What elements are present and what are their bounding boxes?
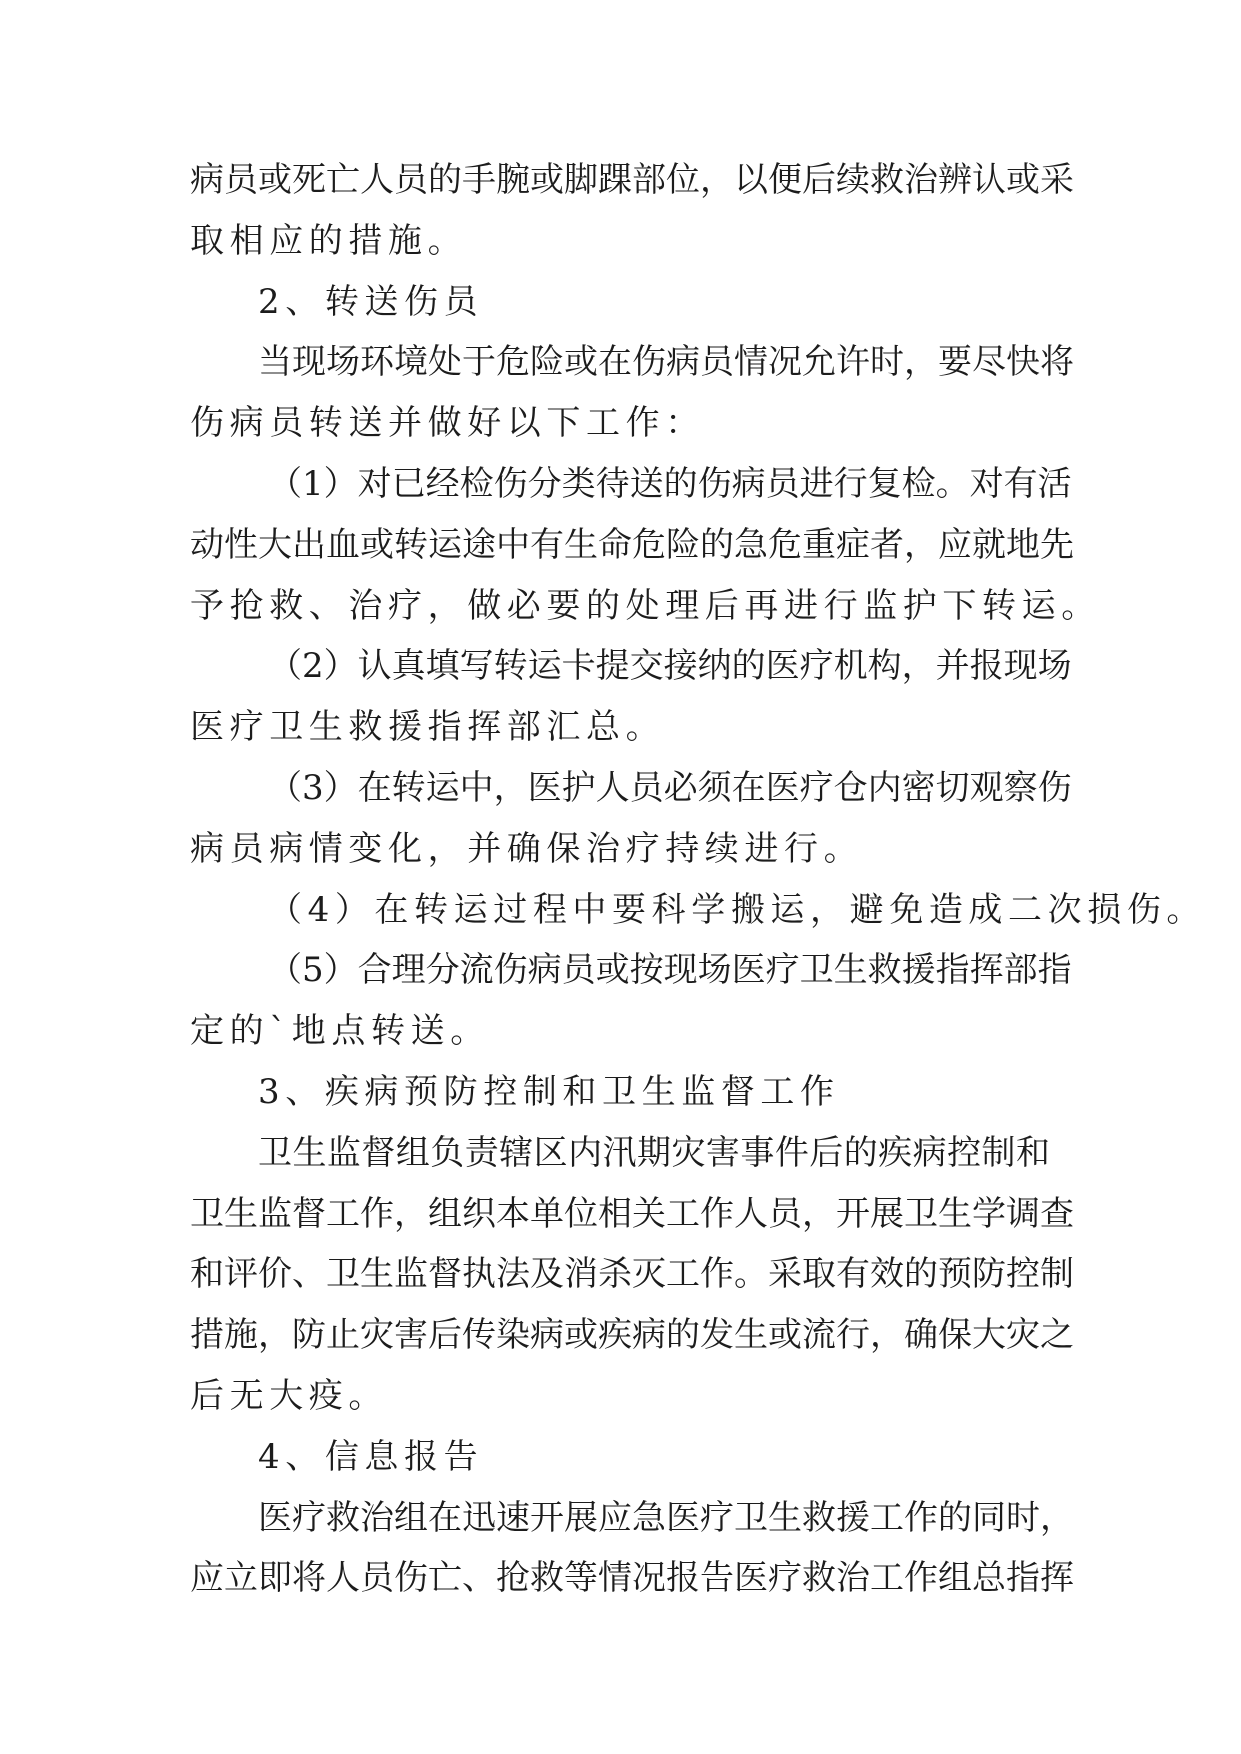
paragraph-line: 卫生监督工作，组织本单位相关工作人员，开展卫生学调查 xyxy=(190,1193,1074,1234)
list-item-line: （4）在转运过程中要科学搬运，避免造成二次损伤。 xyxy=(268,889,1207,930)
paragraph-line: 定的`地点转送。 xyxy=(190,1011,490,1052)
list-item-line: （5）合理分流伤病员或按现场医疗卫生救援指挥部指 xyxy=(268,950,1072,991)
paragraph-line: 取相应的措施。 xyxy=(190,220,468,261)
paragraph-line: 和评价、卫生监督执法及消杀灭工作。采取有效的预防控制 xyxy=(190,1254,1074,1295)
paragraph-line: 予抢救、治疗，做必要的处理后再进行监护下转运。 xyxy=(190,585,1101,626)
paragraph-line: 应立即将人员伤亡、抢救等情况报告医疗救治工作组总指挥 xyxy=(190,1558,1074,1599)
paragraph-line: 卫生监督组负责辖区内汛期灾害事件后的疾病控制和 xyxy=(258,1132,1050,1173)
paragraph-line: 措施，防止灾害后传染病或疾病的发生或流行，确保大灾之 xyxy=(190,1315,1074,1356)
paragraph-line: 动性大出血或转运途中有生命危险的急危重症者，应就地先 xyxy=(190,524,1074,565)
paragraph-line: 医疗救治组在迅速开展应急医疗卫生救援工作的同时， xyxy=(258,1497,1074,1538)
list-item-line: （2）认真填写转运卡提交接纳的医疗机构，并报现场 xyxy=(268,646,1072,687)
section-heading: 4、信息报告 xyxy=(258,1436,484,1477)
section-heading: 3、疾病预防控制和卫生监督工作 xyxy=(258,1071,840,1112)
paragraph-line: 医疗卫生救援指挥部汇总。 xyxy=(190,707,666,748)
list-item-line: （3）在转运中，医护人员必须在医疗仓内密切观察伤 xyxy=(268,767,1072,808)
document-body xyxy=(190,150,1207,1609)
section-heading: 2、转送伤员 xyxy=(258,281,484,322)
paragraph-line: 病员或死亡人员的手腕或脚踝部位，以便后续救治辨认或采 xyxy=(190,160,1074,200)
paragraph-line: 病员病情变化，并确保治疗持续进行。 xyxy=(190,828,864,869)
paragraph-line: 当现场环境处于危险或在伤病员情况允许时，要尽快将 xyxy=(258,342,1074,383)
paragraph-line: 后无大疫。 xyxy=(190,1375,388,1416)
list-item-line: （1）对已经检伤分类待送的伤病员进行复检。对有活 xyxy=(268,463,1072,504)
paragraph-line: 伤病员转送并做好以下工作： xyxy=(190,403,705,444)
